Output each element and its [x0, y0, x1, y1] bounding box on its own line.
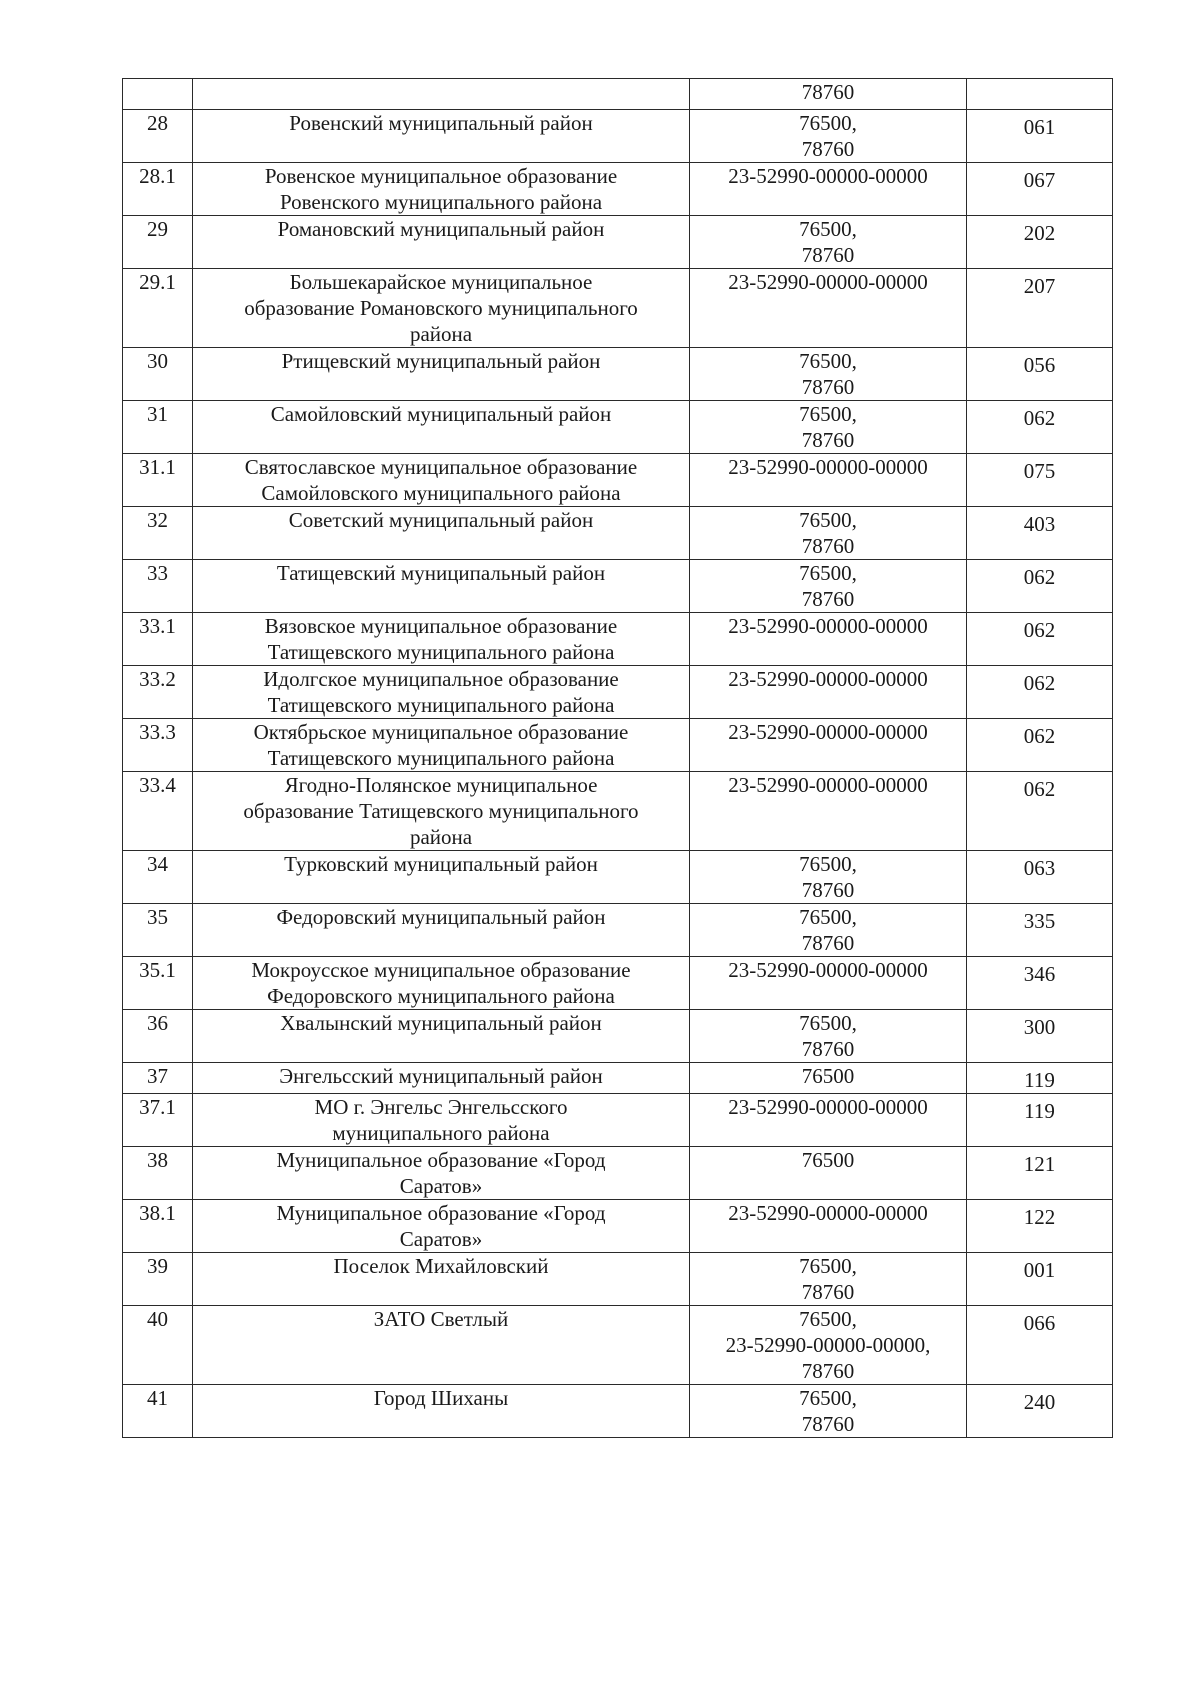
name-line: Федоровский муниципальный район: [276, 905, 606, 929]
row-kod-cell: 122: [967, 1200, 1113, 1253]
code-line: 23-52990-00000-00000: [728, 164, 928, 188]
row-code-cell: [690, 719, 967, 772]
name-line: Татищевский муниципальный район: [276, 561, 606, 585]
row-name-cell: [193, 719, 690, 772]
row-code-cell: [690, 666, 967, 719]
name-line: ЗАТО Светлый: [373, 1307, 509, 1331]
table-row: [123, 454, 1113, 507]
code-line: 23-52990-00000-00000: [728, 720, 928, 744]
row-code-cell: [690, 560, 967, 613]
table-row: [123, 560, 1113, 613]
row-number-cell: 33.3: [123, 719, 193, 772]
row-kod-cell: 061: [967, 110, 1113, 163]
table-row: [123, 1010, 1113, 1063]
row-name-cell: [193, 1200, 690, 1253]
name-line: Святославское муниципальное образование: [244, 455, 638, 479]
row-number-cell: 37.1: [123, 1094, 193, 1147]
row-kod-cell: 062: [967, 560, 1113, 613]
name-line: Муниципальное образование «Город: [276, 1148, 606, 1172]
row-kod-cell: 207: [967, 269, 1113, 348]
row-number-cell: 29.1: [123, 269, 193, 348]
row-kod-cell: 335: [967, 904, 1113, 957]
name-line: Ровенского муниципального района: [279, 190, 603, 214]
row-code-cell: [690, 454, 967, 507]
row-number-cell: 33.2: [123, 666, 193, 719]
code-line: 76500,: [799, 905, 857, 929]
row-kod-cell: 067: [967, 163, 1113, 216]
row-name-cell: [193, 1094, 690, 1147]
row-name-cell: [193, 269, 690, 348]
code-line: 78760: [801, 931, 855, 955]
name-line: Романовский муниципальный район: [277, 217, 605, 241]
table-row: [123, 613, 1113, 666]
table-row: [123, 1063, 1113, 1094]
row-code-cell: [690, 79, 967, 110]
code-line: 23-52990-00000-00000: [728, 270, 928, 294]
row-kod-cell: 202: [967, 216, 1113, 269]
row-name-cell: [193, 772, 690, 851]
name-line: образование Татищевского муниципального: [243, 799, 639, 823]
row-code-cell: [690, 110, 967, 163]
code-line: 76500,: [799, 402, 857, 426]
code-line: 76500,: [799, 217, 857, 241]
code-line: 23-52990-00000-00000,: [725, 1333, 931, 1357]
table-row: [123, 401, 1113, 454]
code-line: 23-52990-00000-00000: [728, 958, 928, 982]
row-code-cell: [690, 401, 967, 454]
name-line: Ягодно-Полянское муниципальное: [284, 773, 598, 797]
row-number-cell: 31: [123, 401, 193, 454]
name-line: Турковский муниципальный район: [284, 852, 598, 876]
row-number-cell: 30: [123, 348, 193, 401]
row-code-cell: [690, 1094, 967, 1147]
table-row: [123, 1147, 1113, 1200]
name-line: Октябрьское муниципальное образование: [253, 720, 629, 744]
code-line: 23-52990-00000-00000: [728, 614, 928, 638]
row-number-cell: [123, 79, 193, 110]
code-line: 78760: [801, 375, 855, 399]
row-code-cell: [690, 1063, 967, 1094]
row-name-cell: [193, 110, 690, 163]
name-line: Поселок Михайловский: [333, 1254, 549, 1278]
code-line: 76500: [801, 1064, 855, 1088]
name-line: МО г. Энгельс Энгельсского: [314, 1095, 568, 1119]
row-number-cell: 38: [123, 1147, 193, 1200]
row-name-cell: [193, 1253, 690, 1306]
table-row: [123, 772, 1113, 851]
row-number-cell: 33.1: [123, 613, 193, 666]
code-line: 76500,: [799, 1386, 857, 1410]
code-line: 78760: [801, 587, 855, 611]
row-name-cell: [193, 904, 690, 957]
row-name-cell: [193, 957, 690, 1010]
table-row: [123, 216, 1113, 269]
row-name-cell: [193, 401, 690, 454]
row-name-cell: [193, 454, 690, 507]
code-line: 76500,: [799, 349, 857, 373]
code-line: 23-52990-00000-00000: [728, 667, 928, 691]
table-row: [123, 666, 1113, 719]
row-number-cell: 28: [123, 110, 193, 163]
row-code-cell: [690, 613, 967, 666]
row-kod-cell: 056: [967, 348, 1113, 401]
code-line: 76500: [801, 1148, 855, 1172]
name-line: Татищевского муниципального района: [267, 693, 615, 717]
row-kod-cell: 062: [967, 401, 1113, 454]
name-line: муниципального района: [332, 1121, 550, 1145]
table-row: [123, 1200, 1113, 1253]
name-line: Ровенский муниципальный район: [289, 111, 593, 135]
row-name-cell: [193, 1063, 690, 1094]
name-line: Город Шиханы: [373, 1386, 509, 1410]
code-line: 76500,: [799, 1011, 857, 1035]
name-line: Идолгское муниципальное образование: [263, 667, 619, 691]
municipal-registry-table: [122, 78, 1113, 1438]
row-number-cell: 33: [123, 560, 193, 613]
name-line: Ровенское муниципальное образование: [264, 164, 618, 188]
row-kod-cell: 119: [967, 1094, 1113, 1147]
row-name-cell: [193, 1385, 690, 1438]
row-code-cell: [690, 904, 967, 957]
table-row: [123, 851, 1113, 904]
table-row: [123, 1094, 1113, 1147]
row-kod-cell: 075: [967, 454, 1113, 507]
name-line: Мокроусское муниципальное образование: [251, 958, 631, 982]
row-code-cell: [690, 348, 967, 401]
code-line: 78760: [801, 243, 855, 267]
row-code-cell: [690, 772, 967, 851]
row-number-cell: 40: [123, 1306, 193, 1385]
table-row: [123, 269, 1113, 348]
table-row: [123, 507, 1113, 560]
row-kod-cell: 119: [967, 1063, 1113, 1094]
row-name-cell: [193, 348, 690, 401]
table-row: [123, 1385, 1113, 1438]
code-line: 76500,: [799, 111, 857, 135]
row-code-cell: [690, 507, 967, 560]
row-code-cell: [690, 1147, 967, 1200]
registry-table-body: [123, 79, 1113, 1438]
row-code-cell: [690, 1010, 967, 1063]
row-code-cell: [690, 957, 967, 1010]
row-name-cell: [193, 613, 690, 666]
code-line: 78760: [801, 137, 855, 161]
row-number-cell: 39: [123, 1253, 193, 1306]
name-line: Энгельсский муниципальный район: [279, 1064, 603, 1088]
code-line: 76500,: [799, 561, 857, 585]
name-line: Ртищевский муниципальный район: [281, 349, 601, 373]
row-name-cell: [193, 216, 690, 269]
row-number-cell: 31.1: [123, 454, 193, 507]
code-line: 78760: [801, 80, 855, 104]
row-name-cell: [193, 507, 690, 560]
name-line: образование Романовского муниципального: [244, 296, 638, 320]
row-number-cell: 38.1: [123, 1200, 193, 1253]
row-name-cell: [193, 79, 690, 110]
table-row: [123, 904, 1113, 957]
row-kod-cell: 063: [967, 851, 1113, 904]
name-line: Самойловского муниципального района: [261, 481, 621, 505]
code-line: 78760: [801, 1359, 855, 1383]
row-number-cell: 33.4: [123, 772, 193, 851]
row-number-cell: 37: [123, 1063, 193, 1094]
row-name-cell: [193, 1147, 690, 1200]
row-code-cell: [690, 1385, 967, 1438]
code-line: 23-52990-00000-00000: [728, 1095, 928, 1119]
code-line: 76500,: [799, 1307, 857, 1331]
name-line: Федоровского муниципального района: [267, 984, 615, 1008]
row-number-cell: 34: [123, 851, 193, 904]
row-kod-cell: 066: [967, 1306, 1113, 1385]
code-line: 76500,: [799, 508, 857, 532]
row-number-cell: 35.1: [123, 957, 193, 1010]
name-line: Вязовское муниципальное образование: [264, 614, 618, 638]
name-line: Большекарайское муниципальное: [289, 270, 593, 294]
code-line: 78760: [801, 878, 855, 902]
row-code-cell: [690, 1253, 967, 1306]
row-kod-cell: 001: [967, 1253, 1113, 1306]
name-line: Хвалынский муниципальный район: [280, 1011, 602, 1035]
table-row: [123, 1253, 1113, 1306]
code-line: 78760: [801, 1280, 855, 1304]
row-kod-cell: 346: [967, 957, 1113, 1010]
code-line: 76500,: [799, 852, 857, 876]
row-code-cell: [690, 163, 967, 216]
code-line: 76500,: [799, 1254, 857, 1278]
row-code-cell: [690, 851, 967, 904]
table-row: [123, 110, 1113, 163]
row-number-cell: 36: [123, 1010, 193, 1063]
name-line: Советский муниципальный район: [288, 508, 594, 532]
row-code-cell: [690, 1306, 967, 1385]
row-number-cell: 35: [123, 904, 193, 957]
table-row: [123, 79, 1113, 110]
row-name-cell: [193, 560, 690, 613]
code-line: 78760: [801, 428, 855, 452]
table-row: [123, 348, 1113, 401]
code-line: 23-52990-00000-00000: [728, 773, 928, 797]
name-line: Самойловский муниципальный район: [270, 402, 612, 426]
row-kod-cell: 121: [967, 1147, 1113, 1200]
row-kod-cell: 062: [967, 666, 1113, 719]
row-code-cell: [690, 269, 967, 348]
table-row: [123, 957, 1113, 1010]
row-number-cell: 41: [123, 1385, 193, 1438]
name-line: Муниципальное образование «Город: [276, 1201, 606, 1225]
name-line: Саратов»: [399, 1227, 483, 1251]
code-line: 78760: [801, 1412, 855, 1436]
row-name-cell: [193, 1010, 690, 1063]
name-line: района: [409, 322, 473, 346]
row-code-cell: [690, 216, 967, 269]
row-kod-cell: 300: [967, 1010, 1113, 1063]
code-line: 78760: [801, 534, 855, 558]
name-line: района: [409, 825, 473, 849]
code-line: 23-52990-00000-00000: [728, 455, 928, 479]
row-code-cell: [690, 1200, 967, 1253]
row-kod-cell: 403: [967, 507, 1113, 560]
row-name-cell: [193, 851, 690, 904]
table-row: [123, 1306, 1113, 1385]
row-kod-cell: 240: [967, 1385, 1113, 1438]
table-row: [123, 719, 1113, 772]
row-number-cell: 28.1: [123, 163, 193, 216]
row-number-cell: 32: [123, 507, 193, 560]
row-kod-cell: 062: [967, 613, 1113, 666]
table-row: [123, 163, 1113, 216]
name-line: Татищевского муниципального района: [267, 640, 615, 664]
row-kod-cell: 062: [967, 772, 1113, 851]
row-number-cell: 29: [123, 216, 193, 269]
code-line: 78760: [801, 1037, 855, 1061]
row-name-cell: [193, 163, 690, 216]
row-name-cell: [193, 1306, 690, 1385]
code-line: 23-52990-00000-00000: [728, 1201, 928, 1225]
name-line: Татищевского муниципального района: [267, 746, 615, 770]
name-line: Саратов»: [399, 1174, 483, 1198]
row-kod-cell: [967, 79, 1113, 110]
row-kod-cell: 062: [967, 719, 1113, 772]
row-name-cell: [193, 666, 690, 719]
